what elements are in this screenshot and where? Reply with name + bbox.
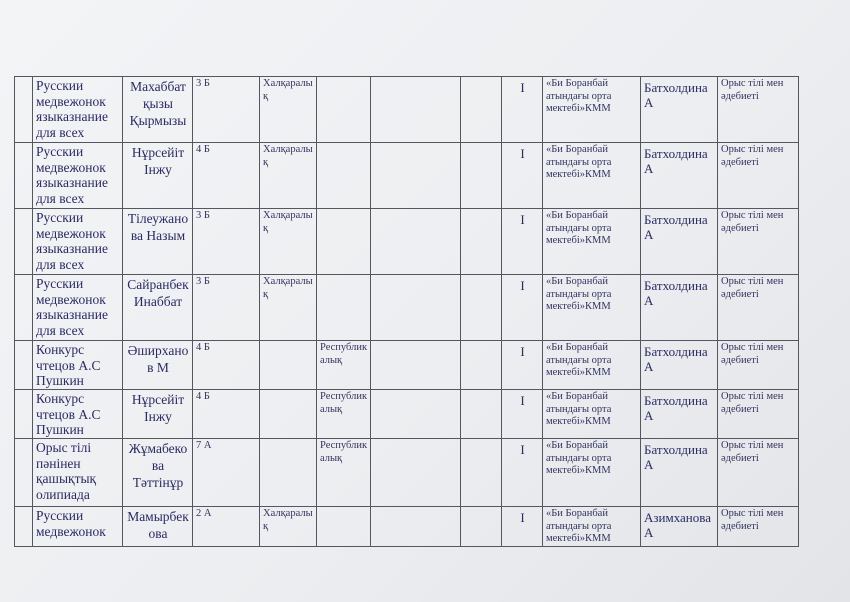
school-cell: «Би Боранбай атындағы орта мектебі»КММ xyxy=(543,275,641,341)
international-level-cell xyxy=(260,341,317,390)
place-cell: I xyxy=(502,507,543,547)
teacher-cell: Батхолдина А xyxy=(641,143,718,209)
empty-cell xyxy=(371,275,461,341)
republican-level-cell xyxy=(317,507,371,547)
student-name-cell: Нұрсейіт Інжу xyxy=(123,390,193,439)
table-body xyxy=(15,77,799,547)
empty-cell xyxy=(461,275,502,341)
empty-cell xyxy=(461,507,502,547)
table-row xyxy=(15,209,799,275)
table-row xyxy=(15,390,799,439)
teacher-cell: Батхолдина А xyxy=(641,275,718,341)
grade-cell: 2 А xyxy=(193,507,260,547)
subject-cell: Орыс тілі мен әдебиеті xyxy=(718,209,799,275)
international-level-cell: Халқаралық xyxy=(260,275,317,341)
teacher-cell: Азимханова А xyxy=(641,507,718,547)
empty-cell xyxy=(371,439,461,507)
empty-cell xyxy=(371,507,461,547)
school-cell: «Би Боранбай атындағы орта мектебі»КММ xyxy=(543,143,641,209)
grade-cell: 3 Б xyxy=(193,209,260,275)
republican-level-cell xyxy=(317,143,371,209)
subject-cell: Орыс тілі мен әдебиеті xyxy=(718,143,799,209)
republican-level-cell xyxy=(317,209,371,275)
school-cell: «Би Боранбай атындағы орта мектебі»КММ xyxy=(543,77,641,143)
subject-cell: Орыс тілі мен әдебиеті xyxy=(718,275,799,341)
international-level-cell: Халқаралық xyxy=(260,507,317,547)
republican-level-cell: Республикалық xyxy=(317,390,371,439)
international-level-cell xyxy=(260,439,317,507)
international-level-cell: Халқаралық xyxy=(260,209,317,275)
empty-cell xyxy=(461,143,502,209)
teacher-cell: Батхолдина А xyxy=(641,77,718,143)
competition-cell: Русскии медвежонок языказнание для всех xyxy=(33,143,123,209)
table-row xyxy=(15,341,799,390)
international-level-cell: Халқаралық xyxy=(260,143,317,209)
republican-level-cell: Республикалық xyxy=(317,341,371,390)
international-level-cell: Халқаралық xyxy=(260,77,317,143)
grade-cell: 3 Б xyxy=(193,275,260,341)
place-cell: I xyxy=(502,275,543,341)
student-name-cell: Нұрсейіт Інжу xyxy=(123,143,193,209)
empty-cell xyxy=(461,77,502,143)
subject-cell: Орыс тілі мен әдебиеті xyxy=(718,507,799,547)
subject-cell: Орыс тілі мен әдебиеті xyxy=(718,439,799,507)
index-cell xyxy=(15,275,33,341)
competition-cell: Конкурс чтецов А.С Пушкин xyxy=(33,390,123,439)
index-cell xyxy=(15,143,33,209)
competition-cell: Русскии медвежонок языказнание для всех xyxy=(33,275,123,341)
school-cell: «Би Боранбай атындағы орта мектебі»КММ xyxy=(543,341,641,390)
index-cell xyxy=(15,507,33,547)
teacher-cell: Батхолдина А xyxy=(641,390,718,439)
place-cell: I xyxy=(502,143,543,209)
student-name-cell: Мамырбекова xyxy=(123,507,193,547)
place-cell: I xyxy=(502,341,543,390)
student-name-cell: Жұмабекова Тәттінұр xyxy=(123,439,193,507)
student-name-cell: Тілеужанова Назым xyxy=(123,209,193,275)
school-cell: «Би Боранбай атындағы орта мектебі»КММ xyxy=(543,209,641,275)
table-row xyxy=(15,507,799,547)
empty-cell xyxy=(461,209,502,275)
teacher-cell: Батхолдина А xyxy=(641,439,718,507)
grade-cell: 3 Б xyxy=(193,77,260,143)
republican-level-cell xyxy=(317,275,371,341)
competition-cell: Русскии медвежонок языказнание для всех xyxy=(33,209,123,275)
subject-cell: Орыс тілі мен әдебиеті xyxy=(718,341,799,390)
place-cell: I xyxy=(502,390,543,439)
subject-cell: Орыс тілі мен әдебиеті xyxy=(718,390,799,439)
place-cell: I xyxy=(502,439,543,507)
index-cell xyxy=(15,77,33,143)
school-cell: «Би Боранбай атындағы орта мектебі»КММ xyxy=(543,507,641,547)
table-row xyxy=(15,439,799,507)
school-cell: «Би Боранбай атындағы орта мектебі»КММ xyxy=(543,439,641,507)
table-row xyxy=(15,143,799,209)
empty-cell xyxy=(371,143,461,209)
competition-cell: Орыс тілі пәнінен қашықтық олипиада xyxy=(33,439,123,507)
empty-cell xyxy=(461,439,502,507)
republican-level-cell: Республикалық xyxy=(317,439,371,507)
table-row xyxy=(15,77,799,143)
competition-cell: Русскии медвежонок языказнание для всех xyxy=(33,77,123,143)
empty-cell xyxy=(371,390,461,439)
empty-cell xyxy=(371,77,461,143)
teacher-cell: Батхолдина А xyxy=(641,341,718,390)
table-row xyxy=(15,275,799,341)
student-name-cell: Махаббат қызы Қырмызы xyxy=(123,77,193,143)
index-cell xyxy=(15,341,33,390)
empty-cell xyxy=(461,390,502,439)
teacher-cell: Батхолдина А xyxy=(641,209,718,275)
index-cell xyxy=(15,390,33,439)
school-cell: «Би Боранбай атындағы орта мектебі»КММ xyxy=(543,390,641,439)
grade-cell: 7 А xyxy=(193,439,260,507)
grade-cell: 4 Б xyxy=(193,341,260,390)
student-name-cell: Әширханов М xyxy=(123,341,193,390)
place-cell: I xyxy=(502,77,543,143)
empty-cell xyxy=(371,209,461,275)
competition-cell: Русскии медвежонок xyxy=(33,507,123,547)
results-table-wrapper xyxy=(14,76,798,547)
empty-cell xyxy=(461,341,502,390)
international-level-cell xyxy=(260,390,317,439)
grade-cell: 4 Б xyxy=(193,143,260,209)
olympiad-results-table xyxy=(14,76,799,547)
subject-cell: Орыс тілі мен әдебиеті xyxy=(718,77,799,143)
grade-cell: 4 Б xyxy=(193,390,260,439)
index-cell xyxy=(15,209,33,275)
student-name-cell: Сайранбек Инаббат xyxy=(123,275,193,341)
place-cell: I xyxy=(502,209,543,275)
empty-cell xyxy=(371,341,461,390)
index-cell xyxy=(15,439,33,507)
competition-cell: Конкурс чтецов А.С Пушкин xyxy=(33,341,123,390)
republican-level-cell xyxy=(317,77,371,143)
